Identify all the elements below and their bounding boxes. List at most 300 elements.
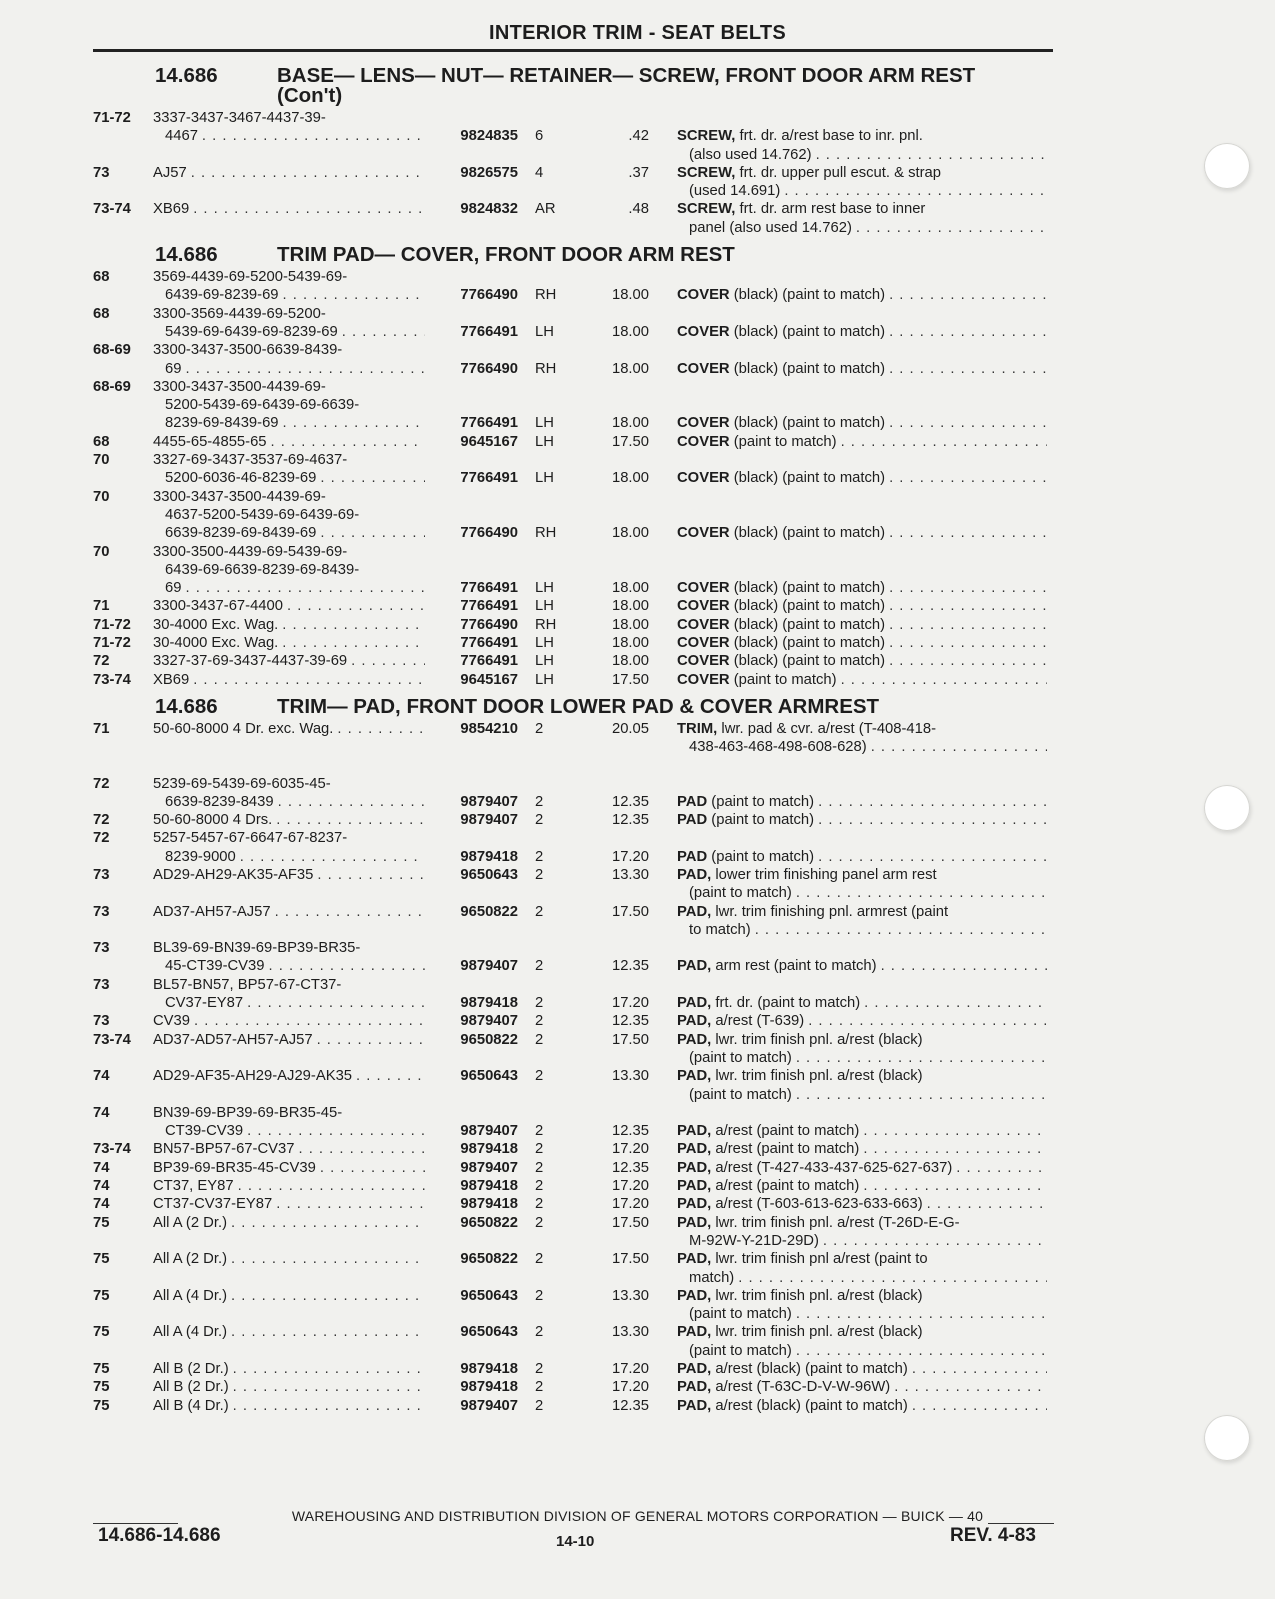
- leader-dots: [282, 634, 425, 652]
- part-number: [425, 1012, 521, 1030]
- description: [649, 1031, 1047, 1068]
- model-year: 74: [93, 1159, 110, 1176]
- model-line: [153, 1378, 425, 1396]
- description-line-text: (paint to match): [689, 1306, 792, 1323]
- part-row: [93, 671, 1055, 689]
- price: [591, 1287, 649, 1324]
- description-line-text: to match): [689, 921, 751, 938]
- model-numbers: [153, 488, 425, 543]
- description: [649, 109, 1047, 164]
- price: [591, 1360, 649, 1378]
- part-number: [425, 829, 521, 866]
- part-number-text: 7766491: [460, 635, 518, 652]
- binder-hole: [1204, 143, 1250, 189]
- quantity: [521, 1378, 591, 1396]
- part-number-text: 9826575: [460, 164, 518, 181]
- leader-dots: [956, 1159, 1047, 1177]
- leader-dots: [194, 1012, 425, 1030]
- quantity-text: 2: [535, 1214, 544, 1231]
- description-line: [677, 1086, 1047, 1104]
- model-line: [153, 866, 425, 884]
- part-row: [93, 1031, 1055, 1068]
- price: [591, 543, 649, 598]
- quantity-text: LH: [535, 470, 554, 487]
- part-row: [93, 634, 1055, 652]
- model-line-text: All A (4 Dr.): [153, 1324, 228, 1341]
- leader-dots: [889, 360, 1047, 378]
- model-year: 68: [93, 269, 110, 286]
- leader-dots: [193, 200, 425, 218]
- price: [591, 652, 649, 670]
- part-number: [425, 1397, 521, 1415]
- part-row: [93, 378, 1055, 433]
- desc-text: lwr. trim finish pnl. a/rest (T-26D-E-G-: [715, 1214, 960, 1231]
- part-row: [93, 433, 1055, 451]
- description: [649, 543, 1047, 598]
- part-row: [93, 305, 1055, 342]
- model-line: [153, 414, 425, 432]
- model-year: 72: [93, 830, 110, 847]
- desc-keyword: SCREW,: [677, 164, 736, 181]
- leader-dots: [283, 414, 425, 432]
- price: [591, 616, 649, 634]
- leader-dots: [818, 811, 1047, 829]
- quantity-text: 2: [535, 1379, 544, 1396]
- model-line-text: All A (2 Dr.): [153, 1251, 228, 1268]
- price-text: 17.20: [611, 1361, 649, 1377]
- description: [649, 720, 1047, 757]
- price-text: 17.20: [611, 1379, 649, 1396]
- leader-dots: [889, 414, 1047, 432]
- description-line: [677, 1012, 1047, 1030]
- part-number: [425, 939, 521, 976]
- price-text: 12.35: [611, 1159, 649, 1176]
- leader-dots: [287, 597, 425, 615]
- part-row: [93, 652, 1055, 670]
- part-number-text: 9650643: [460, 1287, 518, 1304]
- description: [649, 939, 1047, 976]
- model-line: [153, 903, 425, 921]
- price: [591, 1012, 649, 1030]
- price: [591, 597, 649, 615]
- quantity: [521, 1140, 591, 1158]
- part-number: [425, 976, 521, 1013]
- model-line-text: 6639-8239-69-8439-69: [165, 525, 317, 542]
- part-number-text: 9879418: [460, 1196, 518, 1213]
- model-year: 72: [93, 812, 110, 829]
- price: [591, 1067, 649, 1104]
- desc-keyword: PAD,: [677, 1251, 712, 1268]
- model-line-text: AJ57: [153, 164, 187, 181]
- model-numbers: [153, 671, 425, 689]
- model-year: 72: [93, 653, 110, 670]
- leader-dots: [889, 323, 1047, 341]
- part-number: [425, 775, 521, 812]
- description-line: [677, 1378, 1047, 1396]
- description-line: [677, 164, 1047, 182]
- quantity: [521, 200, 591, 237]
- leader-dots: [889, 597, 1047, 615]
- price-text: 17.20: [611, 1141, 649, 1158]
- leader-dots: [823, 1232, 1047, 1250]
- desc-keyword: COVER: [677, 635, 730, 652]
- model-line-text: All B (4 Dr.): [153, 1397, 229, 1414]
- model-year: 70: [93, 543, 110, 560]
- model-line-text: 30-4000 Exc. Wag.: [153, 635, 279, 652]
- part-number-text: 9824835: [460, 128, 518, 145]
- desc-text: (black) (paint to match): [733, 653, 886, 670]
- leader-dots: [889, 524, 1047, 542]
- description: [649, 671, 1047, 689]
- leader-dots: [863, 1140, 1047, 1158]
- part-row: [93, 1287, 1055, 1324]
- part-number: [425, 268, 521, 305]
- model-line: [153, 524, 425, 542]
- leader-dots: [889, 634, 1047, 652]
- quantity: [521, 1397, 591, 1415]
- leader-dots: [283, 286, 425, 304]
- part-row: [93, 1323, 1055, 1360]
- binder-hole: [1204, 1415, 1250, 1461]
- quantity-text: LH: [535, 671, 554, 688]
- model-numbers: [153, 433, 425, 451]
- model-year: 74: [93, 1178, 110, 1195]
- description-line: [677, 1122, 1047, 1140]
- part-row: [93, 1012, 1055, 1030]
- description: [649, 634, 1047, 652]
- part-row: [93, 341, 1055, 378]
- model-line-text: 8239-9000: [165, 848, 236, 865]
- desc-text: (black) (paint to match): [733, 287, 886, 304]
- description-line-text: M-92W-Y-21D-29D): [689, 1232, 819, 1249]
- price-text: .42: [628, 128, 649, 145]
- description: [649, 1323, 1047, 1360]
- quantity: [521, 1250, 591, 1287]
- leader-dots: [816, 146, 1047, 164]
- quantity-text: 2: [535, 1068, 544, 1085]
- description-line: [677, 1195, 1047, 1213]
- price-text: 13.30: [611, 866, 649, 883]
- description-line: [677, 1159, 1047, 1177]
- leader-dots: [247, 1122, 425, 1140]
- part-number: [425, 433, 521, 451]
- model-line-text: CT37-CV37-EY87: [153, 1196, 273, 1213]
- quantity: [521, 634, 591, 652]
- part-row: [93, 1360, 1055, 1378]
- price: [591, 488, 649, 543]
- model-numbers: [153, 1159, 425, 1177]
- part-row: [93, 1140, 1055, 1158]
- leader-dots: [233, 1360, 425, 1378]
- description-line-text: (paint to match): [689, 885, 792, 902]
- quantity-text: RH: [535, 616, 557, 633]
- model-line-text: XB69: [153, 201, 190, 218]
- model-numbers: [153, 1140, 425, 1158]
- quantity: [521, 616, 591, 634]
- model-line: [153, 1177, 425, 1195]
- leader-dots: [351, 652, 425, 670]
- model-numbers: [153, 939, 425, 976]
- model-year: 75: [93, 1397, 110, 1414]
- desc-keyword: PAD,: [677, 1379, 712, 1396]
- desc-text: arm rest (paint to match): [715, 958, 877, 975]
- description-line: [677, 524, 1047, 542]
- leader-dots: [233, 1378, 425, 1396]
- model-year: 71-72: [93, 616, 131, 633]
- price-text: 18.00: [611, 598, 649, 615]
- model-line: [153, 634, 425, 652]
- quantity: [521, 652, 591, 670]
- quantity: [521, 671, 591, 689]
- desc-keyword: PAD,: [677, 1178, 712, 1195]
- desc-text: a/rest (T-63C-D-V-W-96W): [715, 1379, 891, 1396]
- price-text: 18.00: [611, 525, 649, 542]
- leader-dots: [889, 579, 1047, 597]
- quantity-text: 2: [535, 720, 544, 737]
- model-numbers: [153, 109, 425, 164]
- price-text: 17.20: [611, 1196, 649, 1213]
- part-number-text: 7766491: [460, 470, 518, 487]
- model-line: 3300-3569-4439-69-5200-: [153, 305, 326, 322]
- part-number: [425, 341, 521, 378]
- part-number-text: 9879418: [460, 1361, 518, 1377]
- model-line-text: BP39-69-BR35-45-CV39: [153, 1159, 316, 1176]
- price: [591, 811, 649, 829]
- desc-text: (paint to match): [711, 848, 815, 865]
- desc-keyword: PAD,: [677, 1214, 712, 1231]
- description-line: [677, 1067, 1047, 1085]
- model-year: 68-69: [93, 342, 131, 359]
- model-year: 74: [93, 1104, 110, 1121]
- leader-dots: [784, 182, 1047, 200]
- leader-dots: [240, 848, 425, 866]
- part-number-text: 9879407: [460, 958, 518, 975]
- leader-dots: [185, 579, 425, 597]
- description-line: [677, 738, 1047, 756]
- leader-dots: [864, 994, 1047, 1012]
- part-row: [93, 268, 1055, 305]
- desc-keyword: PAD,: [677, 958, 712, 975]
- model-line: 3569-4439-69-5200-5439-69-: [153, 269, 348, 286]
- leader-dots: [894, 1378, 1047, 1396]
- model-year: 68: [93, 305, 110, 322]
- part-row: [93, 200, 1055, 237]
- description-line: [677, 200, 1047, 218]
- desc-keyword: COVER: [677, 616, 730, 633]
- price-text: 18.00: [611, 360, 649, 377]
- part-number-text: 9879418: [460, 1178, 518, 1195]
- description-line: [677, 652, 1047, 670]
- desc-keyword: PAD,: [677, 1123, 712, 1140]
- model-line: [153, 1140, 425, 1158]
- quantity-text: 4: [535, 164, 544, 181]
- leader-dots: [863, 1177, 1047, 1195]
- part-row: [93, 164, 1055, 201]
- part-number-text: 9650822: [460, 1251, 518, 1268]
- model-line: [153, 286, 425, 304]
- model-line-text: BN57-BP57-67-CV37: [153, 1141, 295, 1158]
- desc-keyword: COVER: [677, 433, 730, 450]
- model-year: 73: [93, 1013, 110, 1030]
- price-text: 17.50: [611, 1214, 649, 1231]
- description-line: [677, 994, 1047, 1012]
- price: [591, 1159, 649, 1177]
- price-text: 18.00: [611, 323, 649, 340]
- model-numbers: [153, 1104, 425, 1141]
- model-line: [153, 579, 425, 597]
- quantity: [521, 543, 591, 598]
- part-number-text: 7766491: [460, 415, 518, 432]
- model-line: [153, 469, 425, 487]
- description: [649, 200, 1047, 237]
- desc-text: (black) (paint to match): [733, 525, 886, 542]
- quantity-text: AR: [535, 201, 556, 218]
- description-line: [677, 866, 1047, 884]
- model-line-text: 5439-69-6439-69-8239-69: [165, 323, 338, 340]
- quantity: [521, 1214, 591, 1251]
- model-numbers: [153, 1378, 425, 1396]
- model-line: 3300-3437-3500-4439-69-: [153, 488, 326, 505]
- model-line: [153, 1250, 425, 1268]
- description: [649, 775, 1047, 812]
- description-line: [677, 433, 1047, 451]
- desc-keyword: COVER: [677, 598, 730, 615]
- description-line: [677, 811, 1047, 829]
- part-row: [93, 811, 1055, 829]
- model-line: [153, 848, 425, 866]
- description-line: [677, 1031, 1047, 1049]
- model-line-text: 50-60-8000 4 Drs.: [153, 812, 273, 829]
- quantity-text: 2: [535, 1196, 544, 1213]
- model-line: 3327-69-3437-3537-69-4637-: [153, 452, 348, 469]
- model-line-text: All B (2 Dr.): [153, 1379, 229, 1396]
- price: [591, 1140, 649, 1158]
- leader-dots: [231, 1250, 425, 1268]
- description: [649, 1195, 1047, 1213]
- description-line: [677, 634, 1047, 652]
- price-text: 18.00: [611, 415, 649, 432]
- leader-dots: [841, 433, 1047, 451]
- price: [591, 775, 649, 812]
- part-number: [425, 671, 521, 689]
- leader-dots: [185, 360, 425, 378]
- model-year: 73: [93, 866, 110, 883]
- part-number-text: 7766490: [460, 287, 518, 304]
- section-heading: [93, 245, 1055, 265]
- quantity-text: 2: [535, 1013, 544, 1030]
- header-rule: [93, 49, 1053, 52]
- part-number-text: 7766491: [460, 598, 518, 615]
- model-line: [153, 360, 425, 378]
- leader-dots: [271, 433, 425, 451]
- part-number-text: 9879407: [460, 1123, 518, 1140]
- leader-dots: [863, 1122, 1047, 1140]
- description: [649, 1067, 1047, 1104]
- desc-text: (paint to match): [711, 812, 815, 829]
- model-line-text: 45-CT39-CV39: [165, 958, 265, 975]
- section-title: TRIM PAD— COVER, FRONT DOOR ARM REST: [277, 243, 735, 267]
- part-number: [425, 378, 521, 433]
- leader-dots: [818, 793, 1047, 811]
- model-line-text: 3300-3437-67-4400: [153, 598, 283, 615]
- description-line-text: (paint to match): [689, 1086, 792, 1103]
- description-line-text: (paint to match): [689, 1049, 792, 1066]
- part-number: [425, 543, 521, 598]
- part-row: [93, 976, 1055, 1013]
- description-line-text: (used 14.691): [689, 183, 781, 200]
- part-number: [425, 109, 521, 164]
- part-number: [425, 164, 521, 201]
- desc-keyword: PAD: [677, 812, 708, 829]
- price-text: 17.50: [611, 671, 649, 688]
- price: [591, 433, 649, 451]
- model-numbers: [153, 268, 425, 305]
- part-number: [425, 1250, 521, 1287]
- part-number: [425, 1360, 521, 1378]
- price-text: 17.20: [611, 995, 649, 1012]
- model-numbers: [153, 634, 425, 652]
- model-line-text: 8239-69-8439-69: [165, 415, 279, 432]
- model-line: [153, 1122, 425, 1140]
- quantity-text: 2: [535, 793, 544, 810]
- price: [591, 1214, 649, 1251]
- price: [591, 1177, 649, 1195]
- leader-dots: [320, 524, 425, 542]
- part-number: [425, 720, 521, 757]
- model-year: 73-74: [93, 671, 131, 688]
- part-row: [93, 616, 1055, 634]
- desc-keyword: COVER: [677, 323, 730, 340]
- model-line-text: AD37-AD57-AH57-AJ57: [153, 1031, 313, 1048]
- model-line: 3300-3500-4439-69-5439-69-: [153, 543, 348, 560]
- description-line: [677, 219, 1047, 237]
- model-line: [153, 1360, 425, 1378]
- price: [591, 268, 649, 305]
- price-text: 13.30: [611, 1324, 649, 1341]
- leader-dots: [282, 616, 425, 634]
- description: [649, 976, 1047, 1013]
- model-numbers: [153, 1067, 425, 1104]
- leader-dots: [738, 1269, 1047, 1287]
- desc-text: frt. dr. (paint to match): [715, 995, 861, 1012]
- price-text: 18.00: [611, 653, 649, 670]
- description-line-text: panel (also used 14.762): [689, 219, 852, 236]
- part-number-text: 9854210: [460, 720, 518, 737]
- model-line-text: 69: [165, 360, 182, 377]
- part-number: [425, 1159, 521, 1177]
- quantity: [521, 775, 591, 812]
- model-line: [153, 671, 425, 689]
- part-row: [93, 451, 1055, 488]
- desc-text: lwr. trim finish pnl. a/rest (black): [715, 1068, 923, 1085]
- model-line: 6439-69-6639-8239-69-8439-: [165, 561, 360, 578]
- description-line: [677, 1397, 1047, 1415]
- part-row: [93, 488, 1055, 543]
- model-numbers: [153, 341, 425, 378]
- model-line: [153, 616, 425, 634]
- description-line: [677, 127, 1047, 145]
- price-text: 13.30: [611, 1287, 649, 1304]
- part-number-text: 9879407: [460, 1397, 518, 1414]
- model-year: 71-72: [93, 635, 131, 652]
- part-number: [425, 811, 521, 829]
- desc-text: lwr. trim finish pnl a/rest (paint to: [715, 1251, 928, 1268]
- description-line: [677, 360, 1047, 378]
- price: [591, 829, 649, 866]
- desc-keyword: PAD: [677, 848, 708, 865]
- quantity-text: 2: [535, 1397, 544, 1414]
- model-numbers: [153, 1031, 425, 1068]
